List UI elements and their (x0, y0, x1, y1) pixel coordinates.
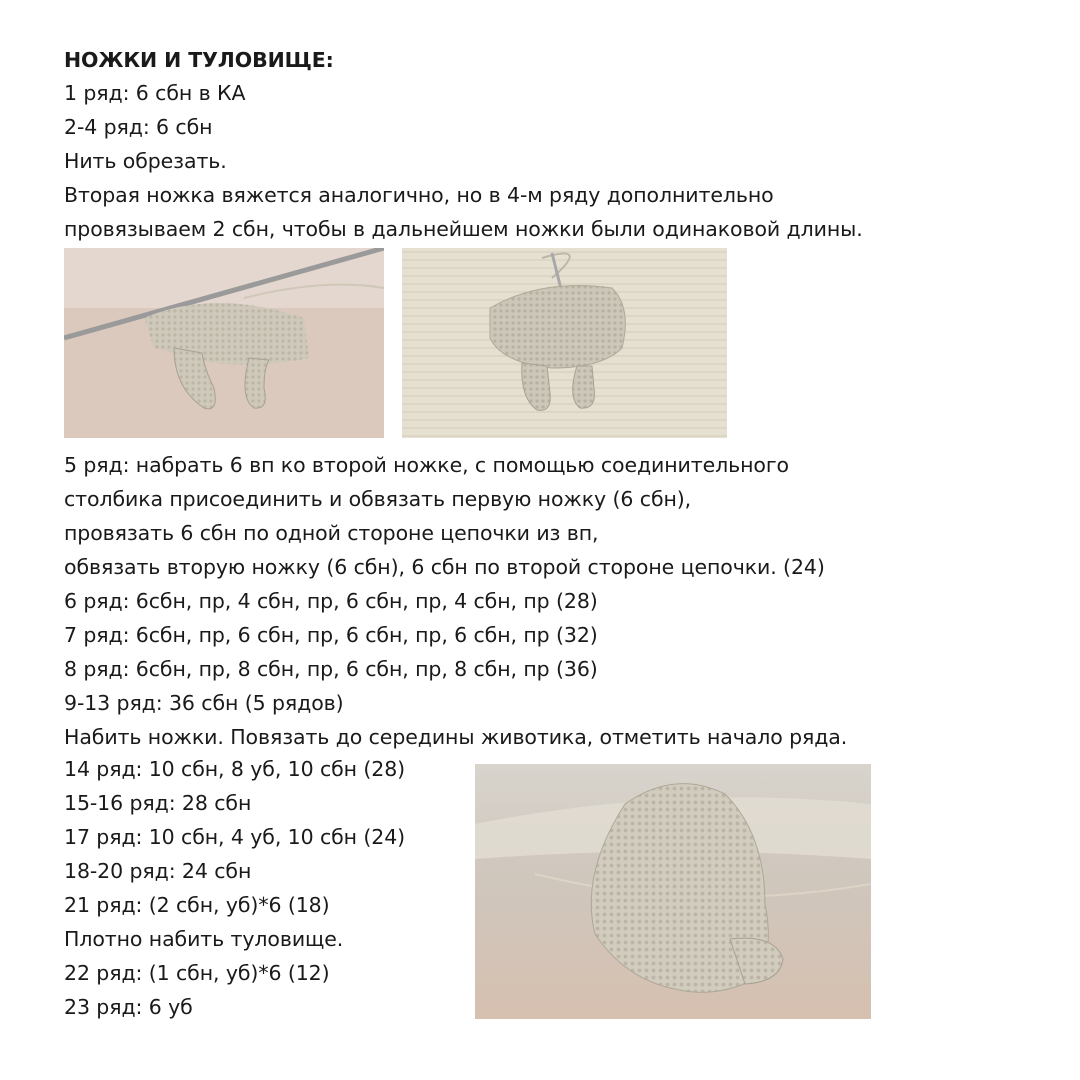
text-line: Набить ножки. Повязать до середины животика, отметить начало ряда. (64, 725, 848, 749)
text-line: 2-4 ряд: 6 сбн (64, 115, 213, 139)
text-line: Плотно набить туловище. (64, 927, 344, 951)
text-line: 5 ряд: набрать 6 вп ко второй ножке, с помощью соединительного (64, 453, 789, 477)
text-line: 22 ряд: (1 сбн, уб)*6 (12) (64, 961, 330, 985)
text-line: 9-13 ряд: 36 сбн (5 рядов) (64, 691, 344, 715)
text-line: 14 ряд: 10 сбн, 8 уб, 10 сбн (28) (64, 757, 406, 781)
text-line: 17 ряд: 10 сбн, 4 уб, 10 сбн (24) (64, 825, 406, 849)
page-title: НОЖКИ И ТУЛОВИЩЕ: (64, 48, 334, 72)
text-line: 21 ряд: (2 сбн, уб)*6 (18) (64, 893, 330, 917)
photo-legs-joined (402, 248, 727, 438)
photo-body (475, 764, 871, 1019)
text-line: провязываем 2 сбн, чтобы в дальнейшем ножки были одинаковой длины. (64, 217, 863, 241)
text-line: Нить обрезать. (64, 149, 227, 173)
text-line: 15-16 ряд: 28 сбн (64, 791, 252, 815)
text-line: 8 ряд: 6сбн, пр, 8 сбн, пр, 6 сбн, пр, 8 сбн, пр (36) (64, 657, 598, 681)
text-line: Вторая ножка вяжется аналогично, но в 4-м ряду дополнительно (64, 183, 774, 207)
text-line: обвязать вторую ножку (6 сбн), 6 сбн по второй стороне цепочки. (24) (64, 555, 825, 579)
text-line: 7 ряд: 6сбн, пр, 6 сбн, пр, 6 сбн, пр, 6 сбн, пр (32) (64, 623, 598, 647)
text-line: провязать 6 сбн по одной стороне цепочки из вп, (64, 521, 599, 545)
photo-legs-on-hook (64, 248, 384, 438)
text-line: 23 ряд: 6 уб (64, 995, 193, 1019)
text-line: 18-20 ряд: 24 сбн (64, 859, 252, 883)
text-line: столбика присоединить и обвязать первую ножку (6 сбн), (64, 487, 692, 511)
text-line: 1 ряд: 6 сбн в КА (64, 81, 246, 105)
text-line: 6 ряд: 6сбн, пр, 4 сбн, пр, 6 сбн, пр, 4 сбн, пр (28) (64, 589, 598, 613)
